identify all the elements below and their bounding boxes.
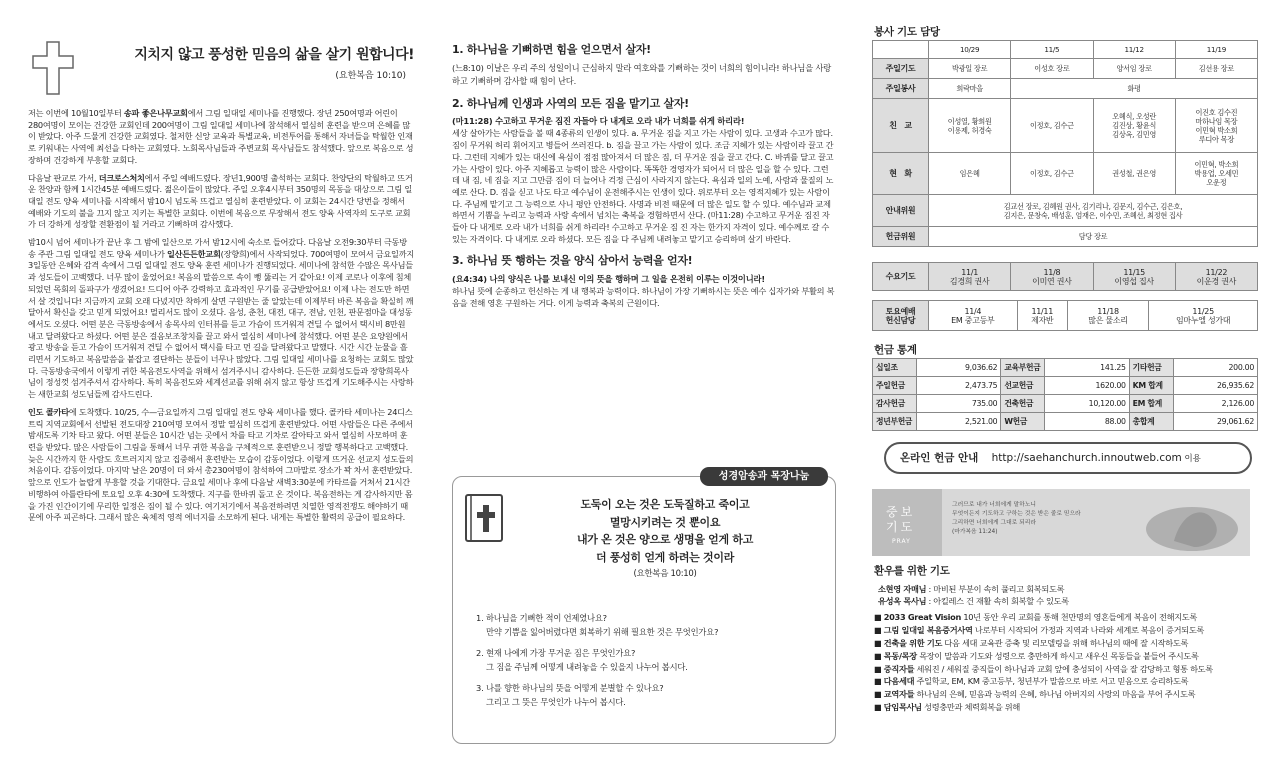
offering-value: 200.00 xyxy=(1173,359,1257,377)
wed-cell: 11/15 이영섭 집사 xyxy=(1093,263,1175,291)
memory-verse-line: 더 풍성히 얻게 하려는 것이라 xyxy=(595,550,735,564)
sat-label: 토요예배 헌신담당 xyxy=(873,301,929,331)
duty-cell: 담당 장로 xyxy=(929,227,1258,247)
section2-heading: 2. 하나님께 인생과 사역의 모든 짐을 맡기고 살자! xyxy=(452,96,689,110)
duty-cell: 이정호, 김수근 xyxy=(1011,99,1093,153)
duty-table xyxy=(872,40,1258,247)
section3-body: 하나님 뜻에 순종하고 헌신하는 게 내 행복과 능력이다. 하나님이 가장 기뻐하시는 뜻은 예수 십자가와 부활의 복음을 전해 영혼 구원하는 거다. 이게 능력과 축복의 근원이다. xyxy=(452,286,835,308)
offering-value: 29,061.62 xyxy=(1173,413,1257,431)
bullet-icon: ■ xyxy=(874,701,884,712)
prayer-item: ■ 건축을 위한 기도 다음 세대 교육관 증축 및 리모델링을 위해 하나님의 때에 잘 시작하도록 xyxy=(874,637,1189,648)
offering-label: 교육부헌금 xyxy=(1001,359,1045,377)
duty-title: 봉사 기도 담당 xyxy=(874,26,940,38)
question-item xyxy=(476,612,826,639)
patient-item: 소현영 자매님 : 마비된 부분이 속히 풀리고 회복되도록 xyxy=(878,583,1065,594)
bullet-icon: ■ xyxy=(874,625,884,636)
wed-cell: 11/22 이운경 권사 xyxy=(1175,263,1257,291)
banner-ref: (마가복음 11:24) xyxy=(952,529,998,535)
prayer-item: ■ 다음세대 주일학교, EM, KM 중고등부, 청년부가 말씀으로 바로 서고 믿음으로 승리하도록 xyxy=(874,676,1189,687)
column1-title-ref: (요한복음 10:10) xyxy=(335,71,406,81)
saturday-worship-table xyxy=(872,300,1258,331)
question-followup: 그 짐을 주님께 어떻게 내려놓을 수 있을지 나누어 봅시다. xyxy=(486,661,688,672)
prayer-title: 환우를 위한 기도 xyxy=(874,565,950,577)
wed-cell: 11/8 이미연 권사 xyxy=(1011,263,1093,291)
article-paragraph: 인도 콜카타에 도착했다. 10/25, 수—금요일까지 그림 일대일 전도 양육 세미나를 했다. 콜카타 세미나는 24디스트릭 지역교회에서 선발된 전도대장 210여명 모여서 정말 열심히 뜨겁게 훈련받았다. 어떤 사람들은 다른 주에서 밤새도록 기차 타고 왔다. 어떤 분들은 10시간 넘는 곳에서 차를 타고 기차로 갈아타고 와서 열심히 사모하며 훈련을 받았다. 많은 사람들이 그림을 통해서 너무 귀한 복음을 구체적으로 훈련받으니 정말 행복하다고 고백했다. 늦은 시간까지 한 사람도 흐트러지지 않고 집중해서 훈련받는 모습이 감동이었다. 이렇게 뜨거운 선교지 성도들의 처음이다. 감동이었다. 마지막 날은 20명이 더 와서 총230여명이 참석하여 그마말로 장소가 꽉 차서 훈련받았다. 앞으로 인도가 놀랍게 부흥할 것을 기대한다. 금요일 세미나 후에 다음날 새벽3:30분에 카타르를 거쳐서 21시간 비행하여 아틀란타에 토요일 오후 4:30에 도착했다. 지구를 한바퀴 돌고 온 것이다. 복음전하는 게 감사하지만 몸을 가진 인간이기에 무리한 일정은 짐이 될 수 있다. 여기저기에서 복음전하려면 치열한 영적전쟁도 해야하기 때문에 아주 피곤하다. 그래서 많은 육체적 영적 에너지를 소모하게 된다. 내게는 특별한 활력의 공급이 필요하다. xyxy=(28,406,414,523)
offering-label: 선교헌금 xyxy=(1001,377,1045,395)
duty-date: 11/5 xyxy=(1011,41,1093,59)
online-offering xyxy=(884,442,1252,474)
offering-row xyxy=(873,395,1258,413)
question-text: 3. 나를 향한 하나님의 뜻을 어떻게 분별할 수 있나요? xyxy=(476,683,664,693)
banner-text-line: 그러므로 내가 너희에게 말하노니 xyxy=(952,502,1036,508)
column1-title: 지치지 않고 풍성한 믿음의 삶을 살기 원합니다! xyxy=(134,47,414,63)
prayer-item: ■ 목동/목장 목장이 말씀과 기도와 성령으로 충만하게 하시고 새우신 목동들을 붙들어 주시도록 xyxy=(874,650,1199,661)
intercession-banner xyxy=(872,489,1250,556)
duty-cell: 박광일 장로 xyxy=(929,59,1011,79)
offering-label: 정년부헌금 xyxy=(873,413,917,431)
offering-label: EM 합계 xyxy=(1129,395,1173,413)
duty-cell: 양서임 장로 xyxy=(1093,59,1175,79)
banner-text-line: 무엇이든지 기도하고 구하는 것은 받은 줄로 믿으라 xyxy=(952,511,1081,517)
offering-label: W헌금 xyxy=(1001,413,1045,431)
question-text: 2. 현재 나에게 가장 무거운 짐은 무엇인가요? xyxy=(476,648,636,658)
duty-cell: 김교선 장로, 김혜원 권사, 김기리나, 김문지, 김수근, 김은호, 김지은, 문창숙, 배성훈, 엄재은, 이수민, 조혜선, 최정현 집사 xyxy=(929,195,1258,227)
prayer-requests xyxy=(874,566,1264,715)
article-paragraph: 저는 이번에 10월10일부터 송파 좋은나무교회에서 그림 일대일 세미나를 진행했다. 장년 250여명과 어린이 280여명이 모이는 건강한 교회인데 200여명이 그림 일대일 세미나에 참석해서 열심히 훈련을 받으며 은혜를 많이 받았다. 아주 드물게 건강한 교회였다. 철저한 신앙 교육과 특별교육, 비전투어를 통해서 자녀들을 탁월한 인재로 키워내는 사역에 최선을 다하는 교회였다. 노회목사님들과 주변교회 목사님들도 참석했다. 앞으로 복음으로 성장하며 건강하게 부흥할 교회다. xyxy=(28,108,414,165)
bullet-icon: ■ xyxy=(874,676,884,687)
duty-date: 11/19 xyxy=(1175,41,1257,59)
memory-verse-line: 도둑이 오는 것은 도둑질하고 죽이고 xyxy=(580,498,750,511)
duty-row-label: 친 교 xyxy=(873,99,929,153)
bullet-icon: ■ xyxy=(874,663,884,674)
online-offering-url[interactable]: http://saehanchurch.innoutweb.com xyxy=(991,452,1182,464)
offering-label: 총합계 xyxy=(1129,413,1173,431)
prayer-item: ■ 담임목사님 성령충만과 체력회복을 위해 xyxy=(874,701,1021,712)
duty-cell: 이진호 김수진 마하나임 목장 이민혁 박소희 루디아 목장 xyxy=(1175,99,1257,153)
bullet-icon: ■ xyxy=(874,637,884,648)
wed-label: 수요기도 xyxy=(873,263,929,291)
duty-row-label: 주일봉사 xyxy=(873,79,929,99)
duty-cell: 오혜식, 오성란 김진상, 황윤식 김상옥, 김민영 xyxy=(1093,99,1175,153)
banner-text-line: 그리하면 너희에게 그대로 되리라 xyxy=(952,520,1036,526)
offering-value: 26,935.62 xyxy=(1173,377,1257,395)
sat-cell: 11/18 많은 물소리 xyxy=(1067,301,1148,331)
offering-value: 9,036.62 xyxy=(917,359,1001,377)
patient-item: 유성옥 목사님 : 아킬레스 건 재활 속히 회복할 수 있도록 xyxy=(878,595,1069,606)
banner-en: PRAY xyxy=(892,538,911,545)
discussion-questions xyxy=(476,612,826,717)
bullet-icon: ■ xyxy=(874,612,884,623)
banner-title: 중보기도 xyxy=(886,505,916,534)
offering-value: 2,473.75 xyxy=(917,377,1001,395)
offering-value: 2,521.00 xyxy=(917,413,1001,431)
cross-icon xyxy=(31,40,75,96)
duty-cell: 희락마을 xyxy=(929,79,1011,99)
duty-row-label: 헌금위원 xyxy=(873,227,929,247)
offering-row xyxy=(873,413,1258,431)
duty-row-label: 주일기도 xyxy=(873,59,929,79)
duty-row-label: 안내위원 xyxy=(873,195,929,227)
offering-value: 10,120.00 xyxy=(1045,395,1129,413)
section2-body: 세상 살아가는 사람들을 볼 때 4종류의 인생이 있다. a. 무거운 짐을 지고 가는 사람이 있다. 고생과 수고가 많다. 짐이 무거워 허리 휘어지고 병들어 쓰러진다. b. 짐을 끌고 가는 사람이 있다. 조금 지혜가 있는 사람이라 끌고 간다. 그런데 지혜가 있는 대신에 욕심이 점점 많아져서 더 많은 짐, 더 무거운 짐을 끌고 간다. C. 바퀴를 달고 끌고가는 사람이 있다. 아주 지혜롭고 능력이 많은 사람이다. 똑똑한 경영자가 되어서 더 많은 일을 할 수 있다. 그런데 내 짐, 네 짐을 지고 그만큼 짐이 더 늘어나 걱정 근심이 사라지지 않는다. 욕심과 일의 노예, 사람과 물질의 노예로 산다. D. 짐을 싣고 나도 타고 예수님이 운전해주시는 인생이 있다. 위로부터 오는 영적지혜가 있는 사람이다. 주님께 맡기고 그 능력으로 사니 평안 안전하다. 사명과 비전 때문에 더 많은 일도 할 수 있다. 예수님과 교제하면서 기쁨을 누리고 능력과 사랑 속에서 넘치는 축복을 경험하면서 산다. (마11:28) 수고하고 무거운 짐진 자들아 다 내게로 오라 내가 너희를 쉬게 하리라! 수고하고 무거운 짐 진 자는 한가지 자격이 있다. 예수께로 갈 수 있는 자격이다. 다 내게로 오라 하셨다. 모든 짐을 다 주님께 내려놓고 맡기고 승리하며 살기 바란다. xyxy=(452,128,834,244)
prayer-item: ■ 2033 Great Vision 10년 동안 우리 교회를 통해 천만명의 영혼들에게 복음이 전해지도록 xyxy=(874,612,1198,623)
section1-verse: (느8:10) 이날은 우리 주의 성일이니 근심하지 말라 여호와를 기뻐하는 것이 너희의 힘이니라! 하나님을 사랑하고 기뻐하며 감사할 때 힘이 난다. xyxy=(452,62,832,86)
memory-verse-line: 내가 온 것은 양으로 생명을 얻게 하고 xyxy=(576,533,754,546)
article-paragraph: 밤10시 넘어 세미나가 끝난 후 그 밤에 일산으로 가서 밤12시에 숙소로 들어갔다. 다음날 오전9:30부터 극동방송 주관 그림 일대일 전도 양육 세미나가 일산든든한교회(장향희)에서 사작되었다. 700여명이 모여서 금요일까지 3일동안 은혜와 감격 속에서 그림 일대일 전도 양육 훈련 세미나가 진행되었다. 세미나에 참석한 수많은 목사님들과 성도들이 고백했다. 너무 많이 울었어요! 복음의 말씀으로 속이 뻥 뚫리는 거 같아요! 이제 코로나 이후에 침체되었던 목회의 돌파구가 생겼어요! 드디어 아주 강력하고 효과적인 무기를 공급받았어요! 이제 나는 전도만 하면서 살 것입니다! 지금까지 교회 오래 다녔지만 착하게 살면 구원받는 줄 알았는데 이제부터 바른 복음을 확실히 깨달아서 확신을 갖고 믿게 되었어요! 멀리서도 많이 오셨다. 음성, 춘천, 대전, 대구, 전남, 인천, 판문점마을 대성동에서도 오셨다. 어떤 분은 극동방송에서 송목사의 인터뷰를 듣고 가슴이 뜨거워져 견딜 수 없어서 택시비 8만원 내고 달려왔다고 하셨다. 어떤 분은 걸음보조창치를 끌고 와서 열심히 세미나에 참석했다. 어떤 분은 요양원에서 광고 방송을 듣고 가슴이 뜨거워져 견딜 수 없어서 택시를 타고 먼 길을 달려왔다고 말했다. 시간 시간 눈물을 흘리면서 기도하고 복음말씀을 붙잡고 결단하는 분들이 너무나 많았다. 그림 일대일 세미나를 요청하는 교회도 많았다. 극동방송국에서 이렇게 귀한 복음전도사역을 위해서 섬겨주시니 감사하다. 든든한 교회성도들과 장향희목사님이 정성껏 섬겨주셔서 감사하다. 특히 복음전도와 세계선교를 위해 쉬지 않고 항상 뜨겁게 기도해주시는 사랑하는 새한교회 성도님들께 감사드린다. xyxy=(28,237,415,400)
duty-cell: 이정호, 김수근 xyxy=(1011,153,1093,195)
question-text: 1. 하나님을 기뻐한 적이 언제였나요? xyxy=(476,613,607,623)
offering-label: 감사헌금 xyxy=(873,395,917,413)
online-offering-label: 온라인 헌금 안내 xyxy=(900,452,979,464)
article-paragraph: 다음날 판교로 가서, 더크로스처치에서 주일 예배드렸다. 장년1,900명 출석하는 교회다. 찬양단의 탁월하고 뜨거운 찬양과 함께 1시간45분 예배드렸다. 젊은이들이 많았다. 주일 오후4시부터 350명의 목동을 대상으로 그림 일대일 전도 양육 세미나를 시작해서 밤10시 넘도록 뜨겁고 열심히 훈련받았다. 이 교회는 24시간 당번을 정해서 예배와 기도의 불을 끄지 않고 지키는 특별한 교회다. 이번에 복음으로 무장해서 전도 양육 사역자의 도구로 교회가 더 강하게 성장할 전환점이 될 거라고 기뻐하며 감사했다. xyxy=(28,172,413,230)
duty-cell: 이성호 장로 xyxy=(1011,59,1093,79)
question-followup: 만약 기쁨을 잃어버렸다면 회복하기 위해 필요한 것은 무엇인가요? xyxy=(486,626,719,637)
bullet-icon: ■ xyxy=(874,650,884,661)
prayer-list xyxy=(874,612,1264,713)
memory-verse-ref: (요한복음 10:10) xyxy=(633,569,697,579)
offering-row xyxy=(873,359,1258,377)
question-item xyxy=(476,647,826,674)
bullet-icon: ■ xyxy=(874,689,884,700)
money-title: 헌금 통계 xyxy=(874,344,917,356)
sat-cell: 11/25 임마누엘 성가대 xyxy=(1149,301,1258,331)
question-followup: 그리고 그 뜻은 무엇인가 나누어 봅시다. xyxy=(486,696,626,707)
prayer-item: ■ 중직자들 세워진 / 세워질 중직들이 하나님과 교회 앞에 충성되이 사역을 잘 감당하고 형통 하도록 xyxy=(874,663,1213,674)
section2-verse: (마11:28) 수고하고 무거운 짐진 자들아 다 내게로 오라 내가 너희를 쉬게 하리라! xyxy=(452,116,745,127)
banner-text xyxy=(952,501,1132,537)
duty-cell: 김선용 장로 xyxy=(1175,59,1257,79)
offering-row xyxy=(873,377,1258,395)
duty-cell: 임은혜 xyxy=(929,153,1011,195)
duty-cell: 이성열, 황희원 이용제, 허경숙 xyxy=(929,99,1011,153)
offering-value: 735.00 xyxy=(917,395,1001,413)
section3-heading: 3. 하나님 뜻 행하는 것을 양식 삼아서 능력을 얻자! xyxy=(452,254,693,268)
duty-date: 11/12 xyxy=(1093,41,1175,59)
offering-value: 2,126.00 xyxy=(1173,395,1257,413)
section3-verse: (요4:34) 나의 양식은 나를 보내신 이의 뜻을 행하며 그 일을 온전히 이루는 이것이니라! xyxy=(452,274,765,285)
memory-verse xyxy=(520,496,810,584)
offering-label: KM 합계 xyxy=(1129,377,1173,395)
sat-cell: 11/4 EM 중고등부 xyxy=(929,301,1018,331)
duty-date: 10/29 xyxy=(929,41,1011,59)
offering-label: 십일조 xyxy=(873,359,917,377)
duty-cell: 권성철, 권은영 xyxy=(1093,153,1175,195)
patient-list xyxy=(874,584,1264,608)
duty-corner xyxy=(873,41,929,59)
offering-label: 건축헌금 xyxy=(1001,395,1045,413)
memorization-tag: 성경암송과 목장나눔 xyxy=(700,467,828,486)
duty-row-label: 현 화 xyxy=(873,153,929,195)
offering-value: 141.25 xyxy=(1045,359,1129,377)
wednesday-prayer-table xyxy=(872,262,1258,291)
praying-hands-icon xyxy=(1142,491,1248,554)
sat-cell: 11/11 제자반 xyxy=(1017,301,1067,331)
offering-label: 주일헌금 xyxy=(873,377,917,395)
prayer-item: ■ 그림 일대일 복음증거사역 나로부터 시작되어 가정과 지역과 나라와 세계로 복음이 증거되도록 xyxy=(874,625,1205,636)
offering-value: 88.00 xyxy=(1045,413,1129,431)
offering-table xyxy=(872,358,1258,431)
duty-cell: 이민혁, 박소희 박용업, 오세민 오운정 xyxy=(1175,153,1257,195)
section1-heading: 1. 하나님을 기뻐하면 힘을 얻으면서 살자! xyxy=(452,43,651,56)
question-item xyxy=(476,682,826,709)
wed-cell: 11/1 김경희 권사 xyxy=(929,263,1011,291)
offering-label: 기타헌금 xyxy=(1129,359,1173,377)
offering-value: 1620.00 xyxy=(1045,377,1129,395)
memory-verse-line: 멸망시키려는 것 뿐이요 xyxy=(609,515,721,529)
bible-icon xyxy=(462,492,506,544)
prayer-item: ■ 교역자들 하나님의 은혜, 믿음과 능력의 은혜, 하나님 아버지의 사랑의 마음을 부어 주시도록 xyxy=(874,689,1196,700)
column2-body xyxy=(452,40,836,320)
duty-cell: 화평 xyxy=(1011,79,1258,99)
online-offering-suffix: 이용 xyxy=(1181,454,1201,464)
